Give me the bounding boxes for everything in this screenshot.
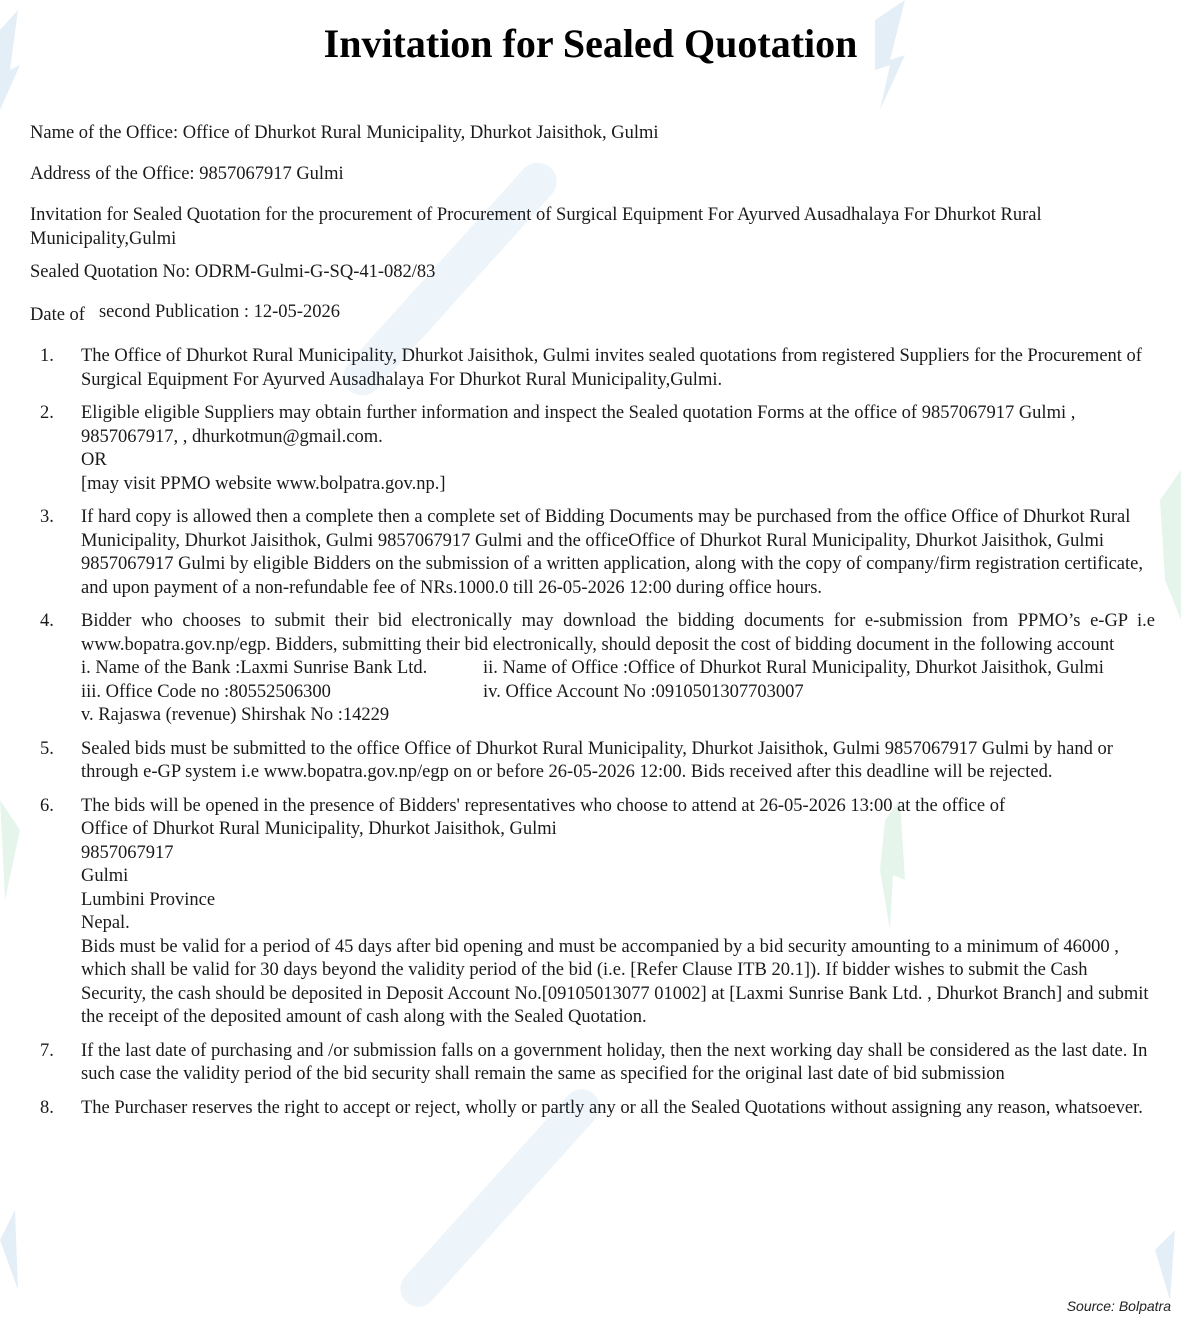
office-name: Name of the Office: Office of Dhurkot Rural Municipality, Dhurkot Jaisithok, Gulmi bbox=[30, 123, 659, 143]
address-line: Gulmi bbox=[81, 866, 129, 886]
clause-item bbox=[0, 402, 1181, 496]
ppmo-website-text: [may visit PPMO website www.bolpatra.gov.np.] bbox=[81, 473, 446, 494]
clause-text: The bids will be opened in the presence of Bidders' representatives who choose to attend at 26-05-2026 13:00 at the office of bbox=[81, 795, 1006, 816]
clause-item bbox=[0, 1097, 1181, 1121]
clause-item bbox=[0, 610, 1181, 728]
sealed-quotation-number: Sealed Quotation No: ODRM-Gulmi-G-SQ-41-082/83 bbox=[30, 262, 436, 282]
office-code: iii. Office Code no :80552506300 bbox=[81, 681, 331, 702]
clause-item bbox=[0, 506, 1181, 600]
clause-number: 1. bbox=[40, 346, 54, 366]
clause-number: 6. bbox=[40, 795, 54, 816]
account-office-name: ii. Name of Office :Office of Dhurkot Rural Municipality, Dhurkot Jaisithok, Gulmi bbox=[483, 658, 1104, 678]
publication-date bbox=[30, 301, 1150, 328]
clause-text: The Office of Dhurkot Rural Municipality, Dhurkot Jaisithok, Gulmi invites sealed quotations from registered Suppliers for the Procurement of Surgical Equipment For Ayurved Ausadhalaya For Dhurkot Rural Municipality,Gulmi. bbox=[81, 346, 1142, 390]
date-label: Date of bbox=[30, 305, 85, 325]
clause-text: Eligible eligible Suppliers may obtain further information and inspect the Sealed quotation Forms at the office of 9857067917 Gulmi , 9857067917, , dhurkotmun@gmail.com. bbox=[81, 403, 1076, 447]
bank-name: i. Name of the Bank :Laxmi Sunrise Bank Ltd. bbox=[81, 658, 428, 678]
bid-validity-text: Bids must be valid for a period of 45 days after bid opening and must be accompanied by a bid security amounting to a minimum of 46000 , which shall be valid for 30 days beyond the validity period of the bid (i.e. [Refer Clause ITB 20.1]). If bidder wishes to submit the Cash Security, the cash should be deposited in Deposit Account No.[09105013077 01002] at [Laxmi Sunrise Bank Ltd. , Dhurkot Branch] and submit the receipt of the deposited amount of cash along with the Sealed Quotation. bbox=[81, 936, 1149, 1027]
invitation-text: Invitation for Sealed Quotation for the procurement of Procurement of Surgical Equipment For Ayurved Ausadhalaya For Dhurkot Rural Municipality,Gulmi bbox=[30, 205, 1042, 249]
clause-number: 8. bbox=[40, 1097, 54, 1118]
clause-number: 5. bbox=[40, 738, 54, 759]
address-line: Lumbini Province bbox=[81, 889, 216, 910]
clause-number: 2. bbox=[40, 403, 54, 423]
clause-number: 7. bbox=[40, 1040, 54, 1061]
clause-list bbox=[0, 345, 1181, 1130]
clause-item bbox=[0, 1040, 1181, 1087]
rajaswa-shirshak: v. Rajaswa (revenue) Shirshak No :14229 bbox=[81, 705, 390, 725]
address-line: 9857067917 bbox=[81, 842, 174, 863]
clause-number: 3. bbox=[40, 507, 54, 527]
clause-item bbox=[0, 795, 1181, 1030]
clause-text: Sealed bids must be submitted to the office Office of Dhurkot Rural Municipality, Dhurkot Jaisithok, Gulmi 9857067917 Gulmi by hand or through e-GP system i.e www.bopatra.gov.np/egp on or before 26-05-2026 12:00. Bids received after this deadline will be rejected. bbox=[81, 738, 1113, 782]
page-title: Invitation for Sealed Quotation bbox=[323, 21, 858, 66]
office-account-number: iv. Office Account No :0910501307703007 bbox=[483, 681, 804, 702]
or-text: OR bbox=[81, 450, 107, 470]
clause-item bbox=[0, 345, 1181, 392]
account-row bbox=[81, 681, 1155, 705]
clause-number: 4. bbox=[40, 611, 54, 631]
address-line: Nepal. bbox=[81, 913, 130, 933]
source-credit: Source: Bolpatra bbox=[1066, 1298, 1171, 1314]
office-address: Address of the Office: 9857067917 Gulmi bbox=[30, 164, 344, 184]
clause-text: If the last date of purchasing and /or submission falls on a government holiday, then the next working day shall be considered as the last date. In such case the validity period of the bid security shall remain the same as specified for the original last date of bid submission bbox=[81, 1040, 1148, 1084]
clause-text: The Purchaser reserves the right to accept or reject, wholly or partly any or all the Sealed Quotations without assigning any reason, whatsoever. bbox=[81, 1097, 1143, 1118]
clause-item bbox=[0, 738, 1181, 785]
clause-text: If hard copy is allowed then a complete then a complete set of Bidding Documents may be purchased from the office Office of Dhurkot Rural Municipality, Dhurkot Jaisithok, Gulmi 9857067917 Gulmi and the officeOffice of Dhurkot Rural Municipality, Dhurkot Jaisithok, Gulmi 9857067917 Gulmi by eligible Bidders on the submission of a written application, along with the copy of company/firm registration certificate, and upon payment of a non-refundable fee of NRs.1000.0 till 26-05-2026 12:00 during office hours. bbox=[81, 507, 1143, 598]
clause-text: Bidder who chooses to submit their bid electronically may download the bidding documents for e-submission from PPMO’s e-GP i.e www.bopatra.gov.np/egp. Bidders, submitting their bid electronically, should deposit the cost of bidding document in the following account bbox=[81, 611, 1155, 655]
date-value: second Publication : 12-05-2026 bbox=[98, 302, 340, 322]
account-row bbox=[81, 657, 1155, 681]
address-line: Office of Dhurkot Rural Municipality, Dhurkot Jaisithok, Gulmi bbox=[81, 819, 557, 839]
